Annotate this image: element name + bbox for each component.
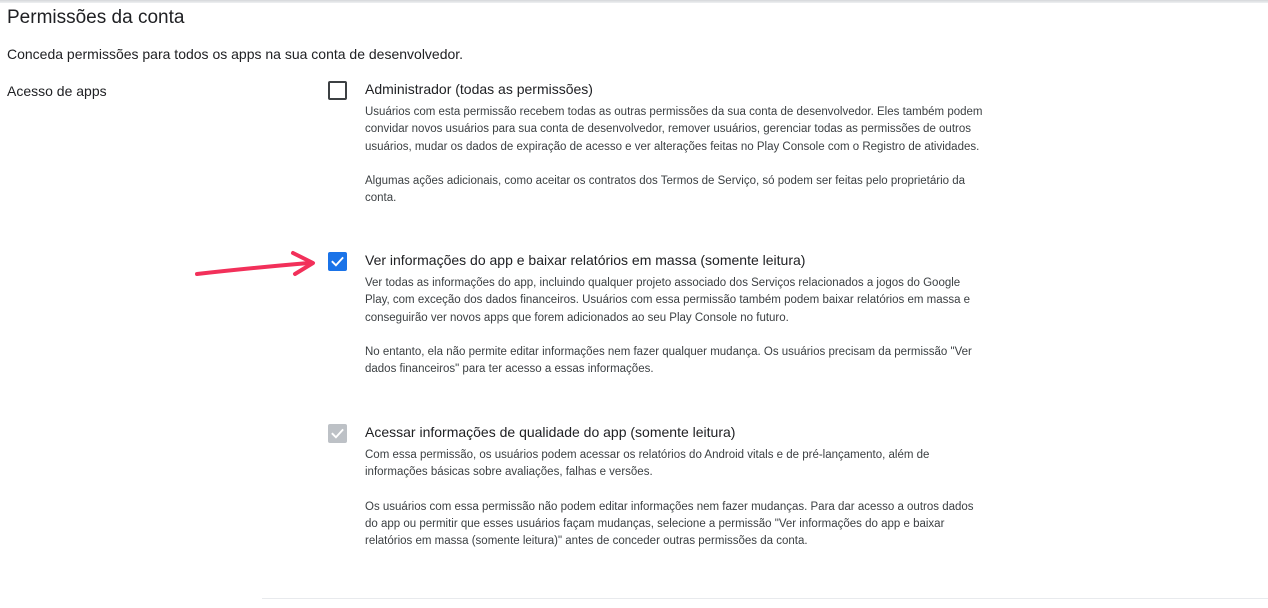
admin-checkbox[interactable] [328,81,347,100]
permission-admin-description [365,104,985,207]
check-icon [330,426,345,441]
section-label-app-access: Acesso de apps [7,83,107,99]
permission-app-quality-desc-p1: Com essa permissão, os usuários podem acessar os relatórios do Android vitals e de pré-lançamento, além de informações básicas sobre avaliações, falhas e versões. [365,449,930,479]
permission-view-app-info-description [365,275,985,378]
annotation-arrow-icon [193,248,323,284]
permission-admin-desc-p2: Algumas ações adicionais, como aceitar os contratos dos Termos de Serviço, só podem ser feitas pelo proprietário da conta. [365,174,966,205]
permission-app-quality-title: Acessar informações de qualidade do app (somente leitura) [365,424,736,440]
app-quality-checkbox [328,424,347,443]
page-title: Permissões da conta [7,7,185,28]
permission-view-app-info-desc-p1: Ver todas as informações do app, incluindo qualquer projeto associado dos Serviços relacionados a jogos do Google Play, com exceção dos dados financeiros. Usuários com essa permissão também podem baixar relatórios em massa e conseguirão ver novos apps que forem adicionados ao seu Play Console no futuro. [365,277,971,324]
permission-admin-desc-p1: Usuários com esta permissão recebem todas as outras permissões da sua conta de desenvolvedor. Eles também podem convidar novos usuários para sua conta de desenvolvedor, remover usuários, gerenciar todas as permissões de outros usuários, mudar os dados de expiração de acesso e ver alterações feitas no Play Console com o Registro de atividades. [365,106,983,153]
permission-view-app-info-title[interactable]: Ver informações do app e baixar relatórios em massa (somente leitura) [365,252,806,268]
bottom-divider [262,598,1268,599]
top-divider [0,0,1268,3]
permission-view-app-info-desc-p2: No entanto, ela não permite editar informações nem fazer qualquer mudança. Os usuários precisam da permissão "Ver dados financeiros" para ter acesso a essas informações. [365,345,972,376]
view-app-info-checkbox[interactable] [328,252,347,271]
permission-app-quality-description [365,447,985,550]
permission-admin-title[interactable]: Administrador (todas as permissões) [365,81,593,97]
check-icon [330,254,345,269]
permission-app-quality-desc-p2: Os usuários com essa permissão não podem editar informações nem fazer mudanças. Para dar acesso a outros dados do app ou permitir que esses usuários façam mudanças, selecione a permissão "Ver informações do app e baixar relatórios em massa (somente leitura)" antes de conceder outras permissões da conta. [365,500,974,548]
page-subtitle: Conceda permissões para todos os apps na sua conta de desenvolvedor. [7,46,464,62]
